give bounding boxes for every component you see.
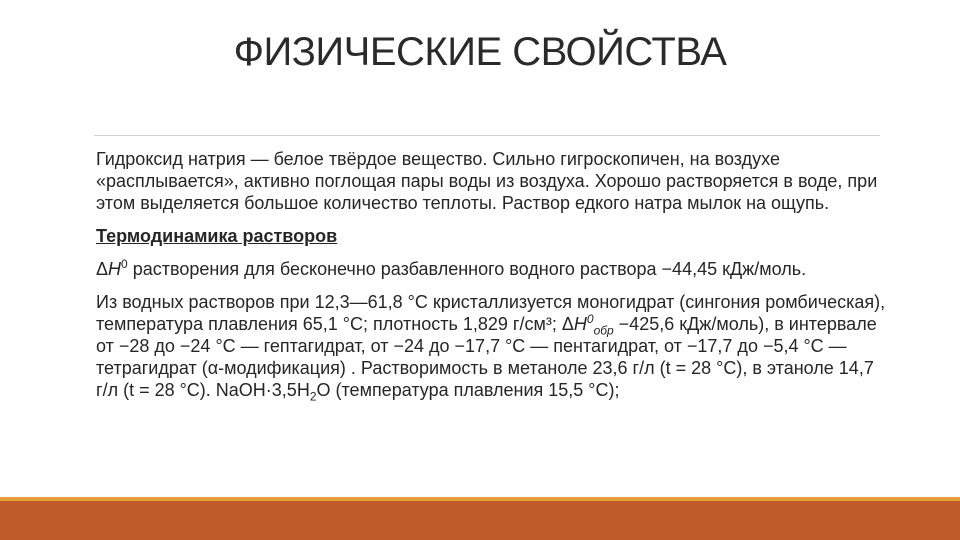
paragraph-enthalpy: [96, 258, 888, 280]
delta-symbol: Δ: [96, 259, 109, 279]
hydrates-text-3: O (температура плавления 15,5 °C);: [316, 380, 620, 400]
superscript-zero: 0: [586, 312, 594, 326]
superscript-zero: 0: [121, 257, 128, 271]
slide-body: [96, 148, 888, 412]
section-heading: Термодинамика растворов: [96, 226, 338, 246]
paragraph-hydrates: [96, 291, 888, 404]
enthalpy-symbol: H: [108, 259, 122, 279]
subscript-two: 2: [309, 389, 317, 404]
footer-bar: [0, 501, 960, 540]
formation-enthalpy-symbol: H: [573, 314, 587, 334]
hydrates-text-2: −425,6 кДж/моль), в интервале от −28 до −24 °C — гептагидрат, от −24 до −17,7 °C — пентагидрат, от −17,7 до −5,4 °C — тетрагидрат (α-модификация) . Растворимость в метаноле 23,6 г/л (t = 28 °C), в этаноле 14,7 г/л (t = 28 °C). NaOH·3,5H: [96, 314, 877, 400]
title-divider: [94, 135, 880, 136]
hydrates-text-1: Из водных растворов при 12,3—61,8 °C кристаллизуется моногидрат (сингония ромбическая), температура плавления 65,1 °C; плотность 1,829 г/см³; Δ: [96, 292, 886, 334]
slide-title: ФИЗИЧЕСКИЕ СВОЙСТВА: [233, 30, 727, 74]
subscript-obr: обр: [593, 323, 614, 338]
paragraph-properties: Гидроксид натрия — белое твёрдое вещество. Сильно гигроскопичен, на воздухе «расплывается», активно поглощая пары воды из воздуха. Хорошо растворяется в воде, при этом выделяется большое количество теплоты. Раствор едкого натра мылок на ощупь.: [96, 149, 878, 213]
enthalpy-text: растворения для бесконечно разбавленного водного раствора −44,45 кДж/моль.: [127, 259, 807, 279]
